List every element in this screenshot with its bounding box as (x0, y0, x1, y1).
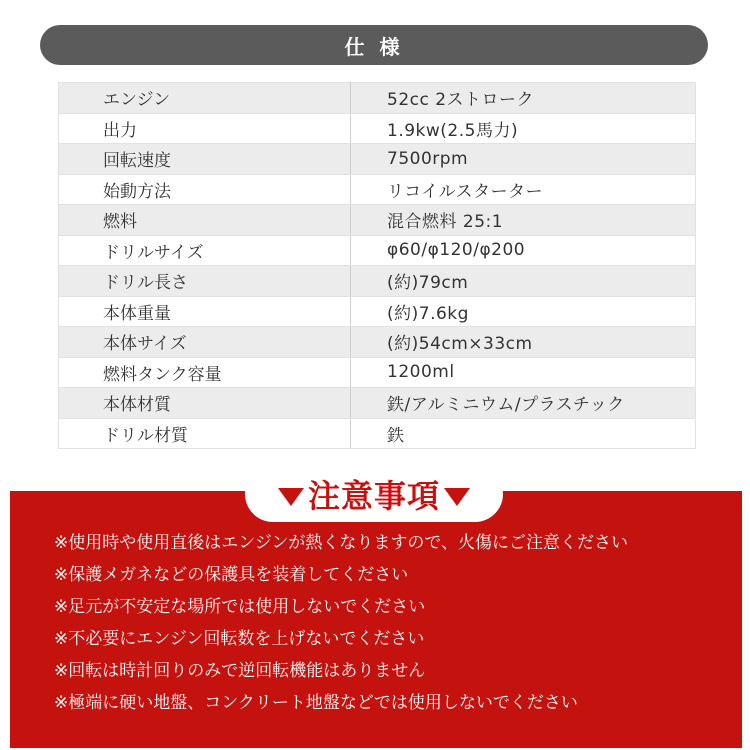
caution-item: ※足元が不安定な場所では使用しないでください (54, 597, 426, 617)
spec-table (58, 82, 696, 449)
spec-label: 本体材質 (59, 388, 351, 419)
table-row (59, 266, 696, 297)
spec-value: φ60/φ120/φ200 (351, 235, 696, 266)
table-row (59, 174, 696, 205)
spec-label: 本体サイズ (59, 327, 351, 358)
spec-label: 燃料 (59, 205, 351, 236)
spec-label: ドリルサイズ (59, 235, 351, 266)
triangle-down-icon (278, 488, 304, 506)
table-row (59, 113, 696, 144)
spec-label: 本体重量 (59, 296, 351, 327)
spec-value: (約)7.6kg (351, 296, 696, 327)
spec-value: 52cc 2ストローク (351, 83, 696, 114)
table-row (59, 205, 696, 236)
spec-value: 1.9kw(2.5馬力) (351, 113, 696, 144)
table-row (59, 418, 696, 449)
spec-label: 出力 (59, 113, 351, 144)
caution-item: ※不必要にエンジン回転数を上げないでください (54, 629, 425, 649)
caution-item: ※使用時や使用直後はエンジンが熱くなりますので、火傷にご注意ください (54, 533, 629, 553)
spec-label: 始動方法 (59, 174, 351, 205)
caution-item: ※保護メガネなどの保護具を装着してください (54, 565, 409, 585)
caution-title: 注意事項 (307, 477, 440, 515)
spec-value: リコイルスターター (351, 174, 696, 205)
table-row (59, 144, 696, 175)
spec-label: 燃料タンク容量 (59, 357, 351, 388)
spec-value: 混合燃料 25:1 (351, 205, 696, 236)
spec-value: 鉄 (351, 418, 696, 449)
table-row (59, 327, 696, 358)
table-row (59, 83, 696, 114)
spec-label: ドリル材質 (59, 418, 351, 449)
caution-title-badge (245, 466, 503, 522)
table-row (59, 388, 696, 419)
spec-value: (約)79cm (351, 266, 696, 297)
triangle-down-icon (444, 488, 470, 506)
table-row (59, 296, 696, 327)
spec-title: 仕 様 (344, 34, 404, 59)
table-row (59, 235, 696, 266)
spec-value: 鉄/アルミニウム/プラスチック (351, 388, 696, 419)
spec-label: エンジン (59, 83, 351, 114)
spec-label: ドリル長さ (59, 266, 351, 297)
spec-header (40, 25, 708, 65)
caution-list (54, 527, 734, 719)
caution-item: ※極端に硬い地盤、コンクリート地盤などでは使用しないでください (54, 693, 578, 713)
spec-value: (約)54cm×33cm (351, 327, 696, 358)
spec-value: 1200ml (351, 357, 696, 388)
caution-item: ※回転は時計回りのみで逆回転機能はありません (54, 661, 426, 681)
table-row (59, 357, 696, 388)
spec-value: 7500rpm (351, 144, 696, 175)
spec-label: 回転速度 (59, 144, 351, 175)
